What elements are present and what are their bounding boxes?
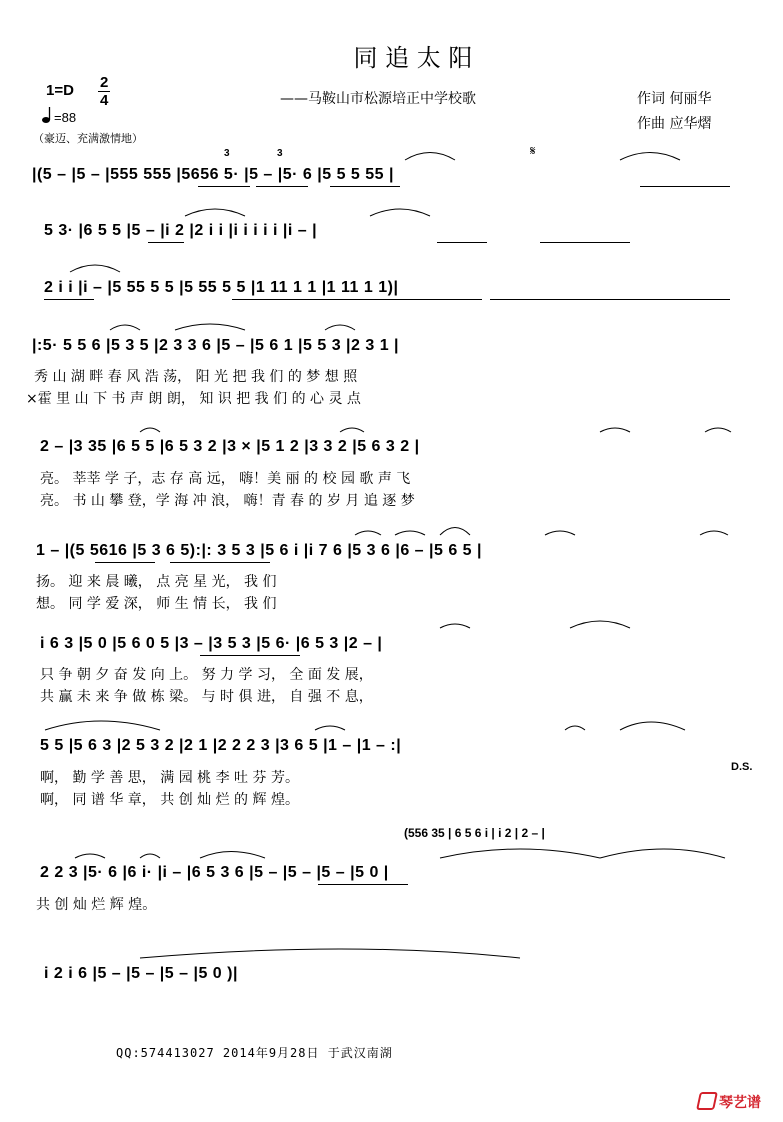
slur bbox=[355, 531, 381, 535]
slur bbox=[620, 153, 680, 161]
beam bbox=[198, 186, 250, 187]
slur bbox=[620, 722, 685, 730]
slur bbox=[600, 428, 630, 432]
slur bbox=[570, 621, 630, 628]
slur bbox=[175, 324, 245, 330]
lyric-line-8-verse-2: 啊， 同 谱 华 章， 共 创 灿 烂 的 辉 煌。 bbox=[40, 792, 299, 808]
logo-text: 琴艺谱 bbox=[719, 1095, 761, 1111]
slur bbox=[70, 265, 120, 272]
beam bbox=[170, 562, 270, 563]
beam bbox=[232, 299, 482, 300]
slur bbox=[440, 849, 600, 858]
notation-line-1: |(5 – |5 – |555 555 |5656 5· |5 – |5· 6 |5 5 5 55 | bbox=[32, 166, 394, 183]
lyricist-credit: 作词 何丽华 bbox=[637, 91, 712, 107]
slur bbox=[340, 428, 364, 432]
slur bbox=[140, 428, 160, 432]
beam bbox=[256, 186, 308, 187]
lyric-line-4-verse-1: 秀 山 湖 畔 春 风 浩 荡， 阳 光 把 我 们 的 梦 想 照 bbox=[34, 369, 358, 385]
time-signature-bottom: 4 bbox=[100, 92, 109, 109]
footer-note: QQ:574413027 2014年9月28日 于武汉南湖 bbox=[116, 1046, 393, 1060]
lyric-line-7-verse-1: 只 争 朝 夕 奋 发 向 上。 努 力 学 习， 全 面 发 展， bbox=[40, 667, 373, 683]
expression-marking: （豪迈、充满激情地） bbox=[33, 132, 143, 145]
slur bbox=[405, 153, 455, 161]
slur bbox=[700, 531, 728, 535]
slur bbox=[140, 949, 520, 958]
slur bbox=[75, 854, 105, 858]
beam bbox=[318, 884, 408, 885]
slur bbox=[565, 726, 585, 730]
notation-line-6: 1 – |(5 5616 |5 3 6 5):|: 3 5 3 |5 6 i |i 7 6 |5 3 6 |6 – |5 6 5 | bbox=[36, 542, 482, 559]
slur bbox=[395, 531, 425, 535]
lyric-line-5-verse-1: 亮。 莘莘 学 子，志 存 高 远， 嗨！美 丽 的 校 园 歌 声 飞 bbox=[40, 471, 411, 487]
lyric-line-4-verse-2: ×霍 里 山 下 书 声 朗 朗， 知 识 把 我 们 的 心 灵 点 bbox=[26, 391, 361, 407]
lyric-line-5-verse-2: 亮。 书 山 攀 登，学 海 冲 浪， 嗨！青 春 的 岁 月 追 逐 梦 bbox=[40, 493, 415, 509]
beam bbox=[44, 299, 94, 300]
lyric-line-9: 共 创 灿 烂 辉 煌。 bbox=[36, 897, 157, 913]
notation-line-5: 2 – |3 35 |6 5 5 |6 5 3 2 |3 × |5 1 2 |3 3 2 |5 6 3 2 | bbox=[40, 438, 420, 455]
slur bbox=[370, 209, 430, 216]
lyric-line-6-verse-2: 想。 同 学 爱 深， 师 生 情 长， 我 们 bbox=[36, 596, 277, 612]
notation-line-10: i 2 i 6 |5 – |5 – |5 – |5 0 )| bbox=[44, 965, 238, 982]
slur bbox=[440, 528, 470, 536]
beam bbox=[490, 299, 730, 300]
key-signature: 1=D bbox=[46, 82, 74, 99]
beam bbox=[437, 242, 487, 243]
song-title: 同 追 太 阳 bbox=[353, 44, 473, 72]
beam bbox=[95, 562, 155, 563]
notation-line-3: 2 i i |i – |5 55 5 5 |5 55 5 5 |1 11 1 1 |1 11 1 1)| bbox=[44, 279, 399, 296]
notation-line-8: 5 5 |5 6 3 |2 5 3 2 |2 1 |2 2 2 3 |3 6 5 |1 – |1 – :| bbox=[40, 737, 402, 754]
triplet-mark: 3 bbox=[277, 148, 283, 159]
notation-line-7: i 6 3 |5 0 |5 6 0 5 |3 – |3 5 3 |5 6· |6 5 3 |2 – | bbox=[40, 635, 383, 652]
composer-credit: 作曲 应华熠 bbox=[637, 116, 712, 132]
slur bbox=[315, 726, 345, 730]
slur bbox=[185, 209, 245, 216]
tempo-marking: =88 bbox=[54, 110, 77, 125]
segno-mark: 𝄋 bbox=[530, 144, 536, 159]
slur bbox=[45, 721, 160, 730]
triplet-mark: 3 bbox=[224, 148, 230, 159]
intro-phrase: (556 35 | 6 5 6 i | i 2 | 2 – | bbox=[404, 826, 545, 840]
notation-line-4: |:5· 5 5 6 |5 3 5 |2 3 3 6 |5 – |5 6 1 |5 5 3 |2 3 1 | bbox=[32, 337, 400, 354]
slur bbox=[140, 854, 160, 858]
lyric-line-8-verse-1: 啊， 勤 学 善 思， 满 园 桃 李 吐 芬 芳。 bbox=[40, 770, 299, 786]
slur bbox=[705, 428, 731, 432]
slur bbox=[545, 531, 575, 535]
slur bbox=[325, 325, 355, 330]
notation-line-9: 2 2 3 |5· 6 |6 i· |i – |6 5 3 6 |5 – |5 – |5 – |5 0 | bbox=[40, 864, 389, 881]
notation-line-2: 5 3· |6 5 5 |5 – |i 2 |2 i i |i i i i i |i – | bbox=[44, 222, 318, 239]
beam bbox=[640, 186, 730, 187]
slur bbox=[440, 624, 470, 628]
slur bbox=[600, 849, 725, 858]
ds-mark: D.S. bbox=[731, 761, 753, 773]
song-subtitle: ——马鞍山市松源培正中学校歌 bbox=[280, 91, 476, 107]
beam bbox=[330, 186, 400, 187]
time-signature-top: 2 bbox=[100, 74, 109, 91]
lyric-line-7-verse-2: 共 赢 未 来 争 做 栋 梁。 与 时 俱 进， 自 强 不 息， bbox=[40, 689, 373, 705]
lyric-line-6-verse-1: 扬。 迎 来 晨 曦， 点 亮 星 光， 我 们 bbox=[36, 574, 277, 590]
slur bbox=[200, 852, 265, 859]
slur bbox=[110, 325, 140, 330]
beam bbox=[148, 242, 184, 243]
beam bbox=[540, 242, 630, 243]
beam bbox=[200, 655, 300, 656]
